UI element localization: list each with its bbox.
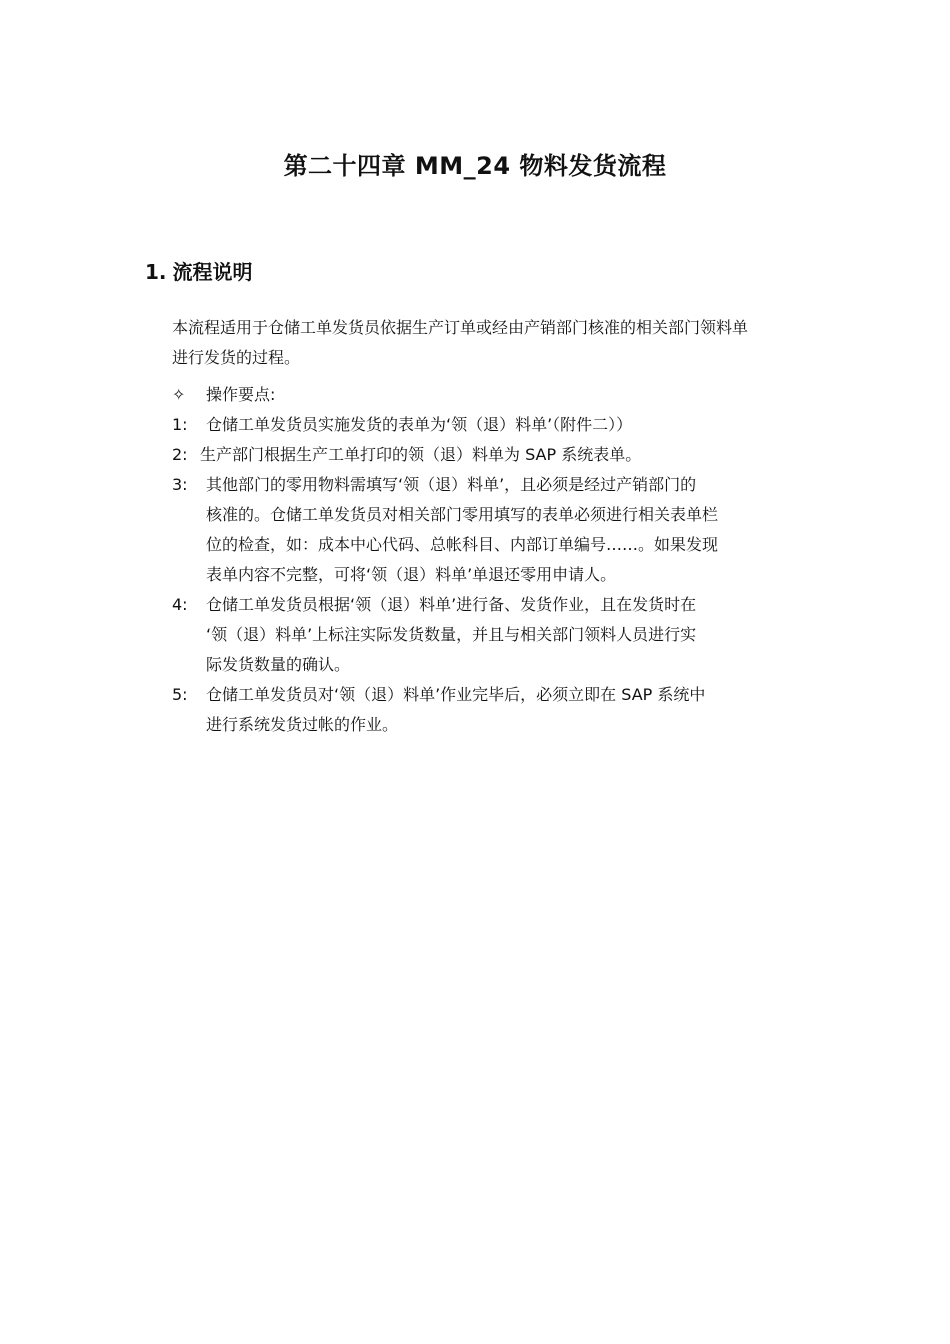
chapter-title: 第二十四章 MM_24 物料发货流程 [283,152,667,180]
intro-paragraph [172,313,812,373]
list-item-number: 4: [172,595,188,614]
list-item-text: 核准的。仓储工单发货员对相关部门零用填写的表单必须进行相关表单栏 [206,505,719,524]
list-item-number: 3: [172,475,188,494]
list-item-number: 2: [172,445,188,464]
section-title: 流程说明 [172,260,253,284]
list-item-text: 位的检查，如：成本中心代码、总帐科目、内部订单编号……。如果发现 [206,535,719,554]
intro-line: 本流程适用于仓储工单发货员依据生产订单或经由产销部门核准的相关部门领料单 [172,318,749,337]
key-points-label: 操作要点: [206,385,276,404]
list-item-text: 生产部门根据生产工单打印的领（退）料单为 SAP 系统表单。 [200,445,642,464]
list-item-number: 5: [172,685,188,704]
list-item-text: 仓储工单发货员实施发货的表单为‘领（退）料单’（附件二）） [206,415,633,434]
list-item-text: 进行系统发货过帐的作业。 [206,715,399,734]
list-item-text: ‘领（退）料单’上标注实际发货数量，并且与相关部门领料人员进行实 [206,625,697,644]
section-heading [145,256,253,285]
list-item-number: 1: [172,415,188,434]
diamond-bullet-icon: ✧ [172,385,186,404]
intro-line: 进行发货的过程。 [172,348,301,367]
key-points-bullet [172,383,275,407]
list-item-text: 仓储工单发货员根据‘领（退）料单’进行备、发货作业，且在发货时在 [206,595,697,614]
list-item-text: 仓储工单发货员对‘领（退）料单’作业完毕后，必须立即在 SAP 系统中 [206,685,706,704]
section-number: 1. [145,260,167,284]
list-item-text: 其他部门的零用物料需填写‘领（退）料单’，且必须是经过产销部门的 [206,475,697,494]
list-item-text: 际发货数量的确认。 [206,655,351,674]
list-item-text: 表单内容不完整，可将‘领（退）料单’单退还零用申请人。 [206,565,617,584]
